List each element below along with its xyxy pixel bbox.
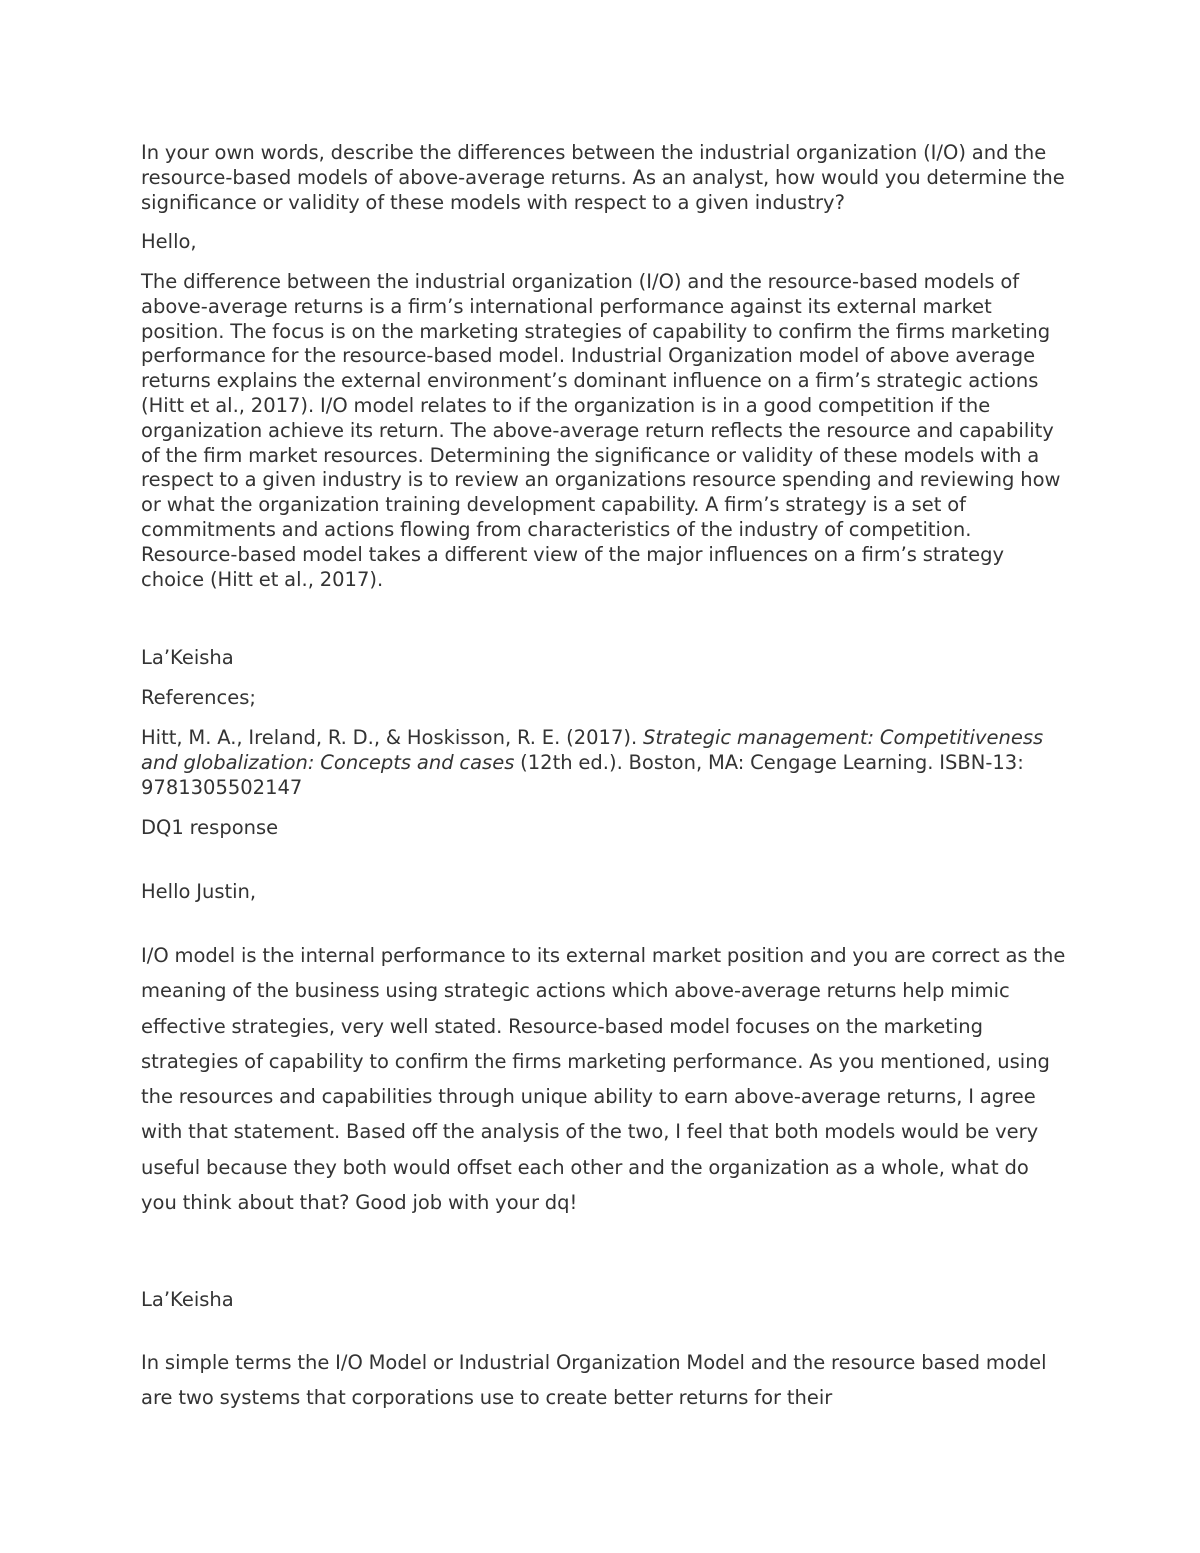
greeting: Hello, <box>141 230 197 253</box>
reference-authors: Hitt, M. A., Ireland, R. D., & Hoskisson, R. E. (2017). <box>141 726 643 749</box>
greeting-justin: Hello Justin, <box>141 880 257 903</box>
closing-paragraph: In simple terms the I/O Model or Industrial Organization Model and the resource based model are two systems that corporations use to create better returns for their <box>141 1351 1047 1410</box>
signature: La’Keisha <box>141 646 234 669</box>
discussion-question: In your own words, describe the differences between the industrial organization (I/O) and the resource-based models of above-average returns. As an analyst, how would you determine the significance or validity of these models with respect to a given industry? <box>141 141 1065 214</box>
reference-details: (12th ed.). Boston, MA: Cengage Learning. ISBN-13: 9781305502147 <box>141 750 1024 799</box>
reference-citation <box>141 726 1066 800</box>
references-heading: References; <box>141 686 256 709</box>
response-paragraph: I/O model is the internal performance to its external market position and you are correct as the meaning of the business using strategic actions which above-average returns help mimic effective strategies, very well stated. Resource-based model focuses on the marketing strategies of capability to confirm the firms marketing performance. As you mentioned, using the resources and capabilities through unique ability to earn above-average returns, I agree with that statement. Based off the analysis of the two, I feel that both models would be very useful because they both would offset each other and the organization as a whole, what do you think about that? Good job with your dq! <box>141 944 1066 1215</box>
signature-second: La’Keisha <box>141 1288 234 1311</box>
reference-title: Strategic management: Competitiveness and globalization: Concepts and cases <box>141 726 1044 774</box>
answer-paragraph: The difference between the industrial organization (I/O) and the resource-based models of above-average returns is a firm’s international performance against its external market position. The focus is on the marketing strategies of capability to confirm the firms marketing performance for the resource-based model. Industrial Organization model of above average returns explains the external environment’s dominant influence on a firm’s strategic actions (Hitt et al., 2017). I/O model relates to if the organization is in a good competition if the organization achieve its return. The above-average return reflects the resource and capability of the firm market resources. Determining the significance or validity of these models with a respect to a given industry is to review an organizations resource spending and reviewing how or what the organization training development capability. A firm’s strategy is a set of commitments and actions flowing from characteristics of the industry of competition. Resource-based model takes a different view of the major influences on a firm’s strategy choice (Hitt et al., 2017). <box>141 270 1061 591</box>
dq1-label: DQ1 response <box>141 816 279 839</box>
